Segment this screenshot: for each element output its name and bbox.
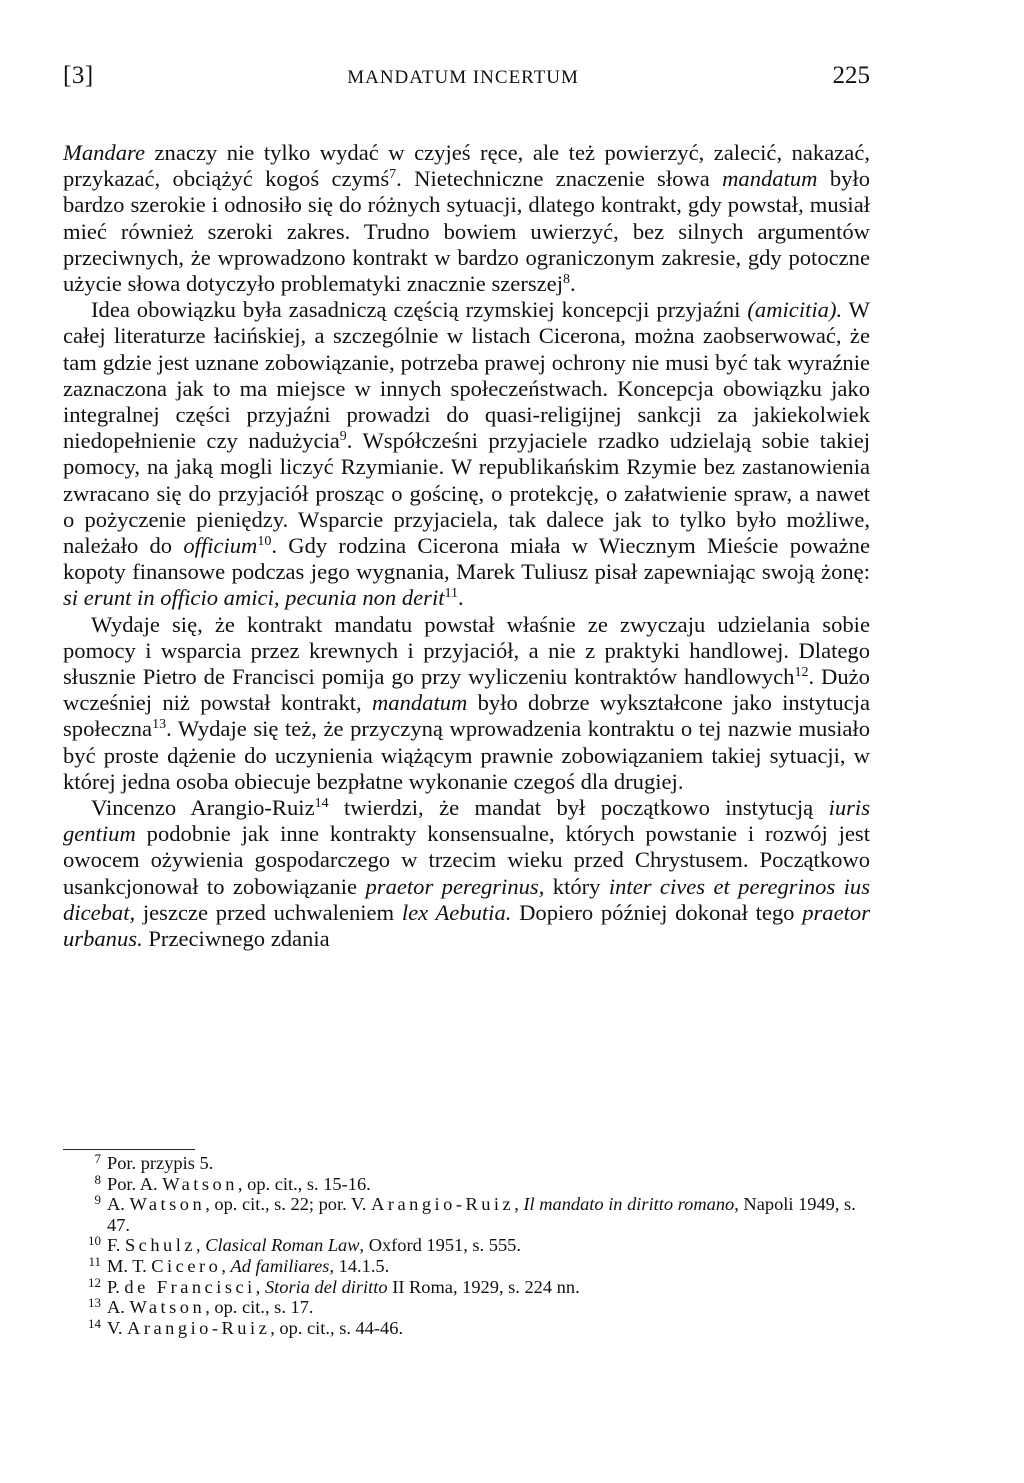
term-mandatum: mandatum — [722, 166, 818, 192]
text-run: Przeciwnego zdania — [142, 926, 330, 952]
text-run: było bardzo szerokie i odnosiło się do różnych sytuacji, dlatego kontrakt, gdy powstał, musiał mieć również szeroki zakres. Trudno bowiem uwierzyć, bez silnych argumentów przeciwnych, że wprowadzono kontrakt w bardzo ograniczonym zakresie, gdy potoczne użycie słowa dotyczyło problematyki znacznie szerszej — [63, 166, 870, 297]
author-name: Watson — [129, 1194, 206, 1215]
work-title: Clasical Roman Law — [205, 1235, 360, 1256]
author-name: Schulz — [124, 1235, 197, 1256]
footnote-text: M. T. — [107, 1255, 152, 1276]
text-run: Dopiero później dokonał tego — [511, 899, 803, 925]
page-number: 225 — [832, 62, 870, 89]
footnote-text: , 14.1.5. — [329, 1255, 390, 1276]
text-run: który — [544, 873, 609, 899]
text-run: . Nietechniczne znaczenie słowa — [396, 166, 723, 192]
text-run: podobnie jak inne kontrakty konsensualne, których powstanie i rozwój jest owocem ożywienia gospodarczego w trzecim wieku przed Chrystusem. Początkowo usankcjonował to zobowiązanie — [63, 821, 870, 899]
footnote-9: 9 A. Watson, op. cit., s. 22; por. V. Arangio-Ruiz, Il mandato in diritto romano, Napoli 1949, s. 47. — [94, 1192, 856, 1235]
footnotes — [63, 1153, 870, 1338]
paragraph-3 — [63, 612, 870, 795]
section-number: [3] — [63, 62, 94, 89]
work-title: Ad familiares — [230, 1255, 330, 1276]
term-officium: officium — [183, 533, 258, 559]
work-title: Storia del diritto — [264, 1276, 388, 1297]
text-run: Idea obowiązku była zasadniczą częścią rzymskiej koncepcji przyjaźni — [91, 297, 748, 323]
footnote-text: , op. cit., s. 44-46. — [270, 1317, 404, 1338]
footnote-text: , op. cit., s. 17. — [205, 1297, 314, 1318]
footnote-ref-11: 11 — [444, 586, 459, 602]
running-header — [63, 62, 870, 94]
text-run: jeszcze przed uchwaleniem — [135, 899, 402, 925]
text-run: . Współcześni przyjaciele rzadko udzielają sobie takiej pomocy, na jaką mogli liczyć Rzymianie. W republikańskim Rzymie bez zastanowienia zwracano się do przyjaciół prosząc o gościnę, o protekcję, o załatwienie spraw, a nawet o pożyczenie pieniędzy. Wsparcie przyjaciela, tak dalece jak to tylko było możliwe, należało do — [63, 428, 870, 559]
latin-quote: si erunt in officio amici, pecunia non derit — [63, 585, 445, 611]
author-name: Arangio-Ruiz — [371, 1194, 515, 1215]
author-name: Watson — [129, 1297, 206, 1318]
term-mandatum: mandatum — [371, 690, 468, 716]
footnote-text: Por. przypis 5. — [107, 1153, 214, 1173]
footnote-text: , Oxford 1951, s. 555. — [359, 1235, 521, 1256]
footnote-text: , — [196, 1235, 206, 1256]
footnote-text: V. — [107, 1317, 128, 1338]
footnote-12: 12 P. de Francisci, Storia del diritto II Roma, 1929, s. 224 nn. — [88, 1274, 580, 1297]
author-name: Watson — [162, 1173, 238, 1194]
footnote-ref-8: 8 — [563, 272, 570, 288]
term-lex-aebutia: lex Aebutia. — [401, 899, 512, 925]
footnote-text: , — [514, 1194, 524, 1215]
text-run: Wydaje się, że kontrakt mandatu powstał właśnie ze zwyczaju udzielania sobie pomocy i wsparcia przez krewnych i przyjaciół, a nie z praktyki handlowej. Dlatego słusznie Pietro de Francisci pomija go przy wyliczeniu kontraktów handlowych — [63, 611, 870, 690]
footnote-text: , — [221, 1255, 231, 1276]
author-name: Cicero — [151, 1255, 222, 1276]
footnote-8: 8 Por. A. Watson, op. cit., s. 15-16. — [94, 1171, 371, 1194]
footnote-7: 7 Por. przypis 5. — [94, 1151, 214, 1173]
footnote-10: 10 F. Schulz, Clasical Roman Law, Oxford 1951, s. 555. — [88, 1233, 521, 1256]
footnote-ref-14: 14 — [314, 796, 329, 812]
text-run: . Dużo wcześniej niż powstał kontrakt, — [63, 664, 870, 716]
footnote-ref-12: 12 — [794, 665, 809, 681]
footnote-text: , op. cit., s. 15-16. — [237, 1173, 371, 1194]
text-run: . — [458, 585, 464, 611]
term-iuris-gentium: iuris gentium — [63, 795, 870, 847]
paragraph-1 — [63, 140, 870, 297]
footnote-ref-10: 10 — [257, 534, 272, 550]
text-run: Vincenzo Arangio-Ruiz — [91, 795, 315, 821]
main-text — [63, 140, 870, 952]
footnote-text: F. — [107, 1235, 125, 1256]
text-run: . Wydaje się też, że przyczyną wprowadzenia kontraktu o tej nazwie musiało być proste dążenie do uczynienia wiążącym prawnie zobowiązaniem takiej sytuacji, w której jedna osoba obiecuje bezpłatne wykonanie czegoś dla drugiej. — [63, 716, 870, 794]
author-name: Arangio-Ruiz — [127, 1317, 271, 1338]
footnote-11: 11 M. T. Cicero, Ad familiares, 14.1.5. — [88, 1253, 390, 1276]
paragraph-2 — [63, 297, 870, 611]
running-title: MANDATUM INCERTUM — [347, 67, 579, 88]
footnote-text: A. — [107, 1194, 130, 1215]
text-run: było dobrze wykształcone jako instytucja społeczna — [63, 690, 871, 742]
paragraph-4 — [63, 795, 870, 952]
footnote-text: Por. A. — [107, 1173, 163, 1194]
text-run: twierdzi, że mandat był początkowo instytucją — [328, 795, 829, 821]
footnote-text: , op. cit., s. 22; por. V. — [205, 1194, 372, 1215]
author-name: de Francisci — [124, 1276, 256, 1297]
footnote-text: , — [255, 1276, 265, 1297]
footnote-14: 14 V. Arangio-Ruiz, op. cit., s. 44-46. — [88, 1315, 404, 1338]
term-amicitia: (amicitia). — [747, 297, 843, 323]
footnote-text: A. — [107, 1297, 130, 1318]
text-run: . — [570, 271, 576, 297]
footnote-ref-9: 9 — [339, 429, 347, 445]
footnote-divider — [63, 1149, 195, 1150]
footnote-13: 13 A. Watson, op. cit., s. 17. — [88, 1295, 314, 1318]
footnote-text: , Napoli 1949, s. 47. — [107, 1194, 856, 1235]
footnote-text: II Roma, 1929, s. 224 nn. — [387, 1276, 580, 1297]
footnote-text: P. — [107, 1276, 125, 1297]
latin-phrase: inter cives et peregrinos ius dicebat, — [63, 873, 870, 925]
term-mandare: Mandare — [63, 140, 145, 165]
text-run: W całej literaturze łacińskiej, a szczególnie w listach Cicerona, można zaobserwować, że tam gdzie jest uznane zobowiązanie, potrzeba prawej ochrony nie musi być tak wyraźnie zaznaczona jak to ma miejsce w innych społeczeństwach. Koncepcja obowiązku jako integralnej części przyjaźni prowadzi do quasi-religijnej sankcji za jakiekolwiek niedopełnienie czy nadużycia — [63, 297, 870, 454]
term-praetor-peregrinus: praetor peregrinus, — [365, 873, 545, 899]
term-praetor-urbanus: praetor urbanus. — [63, 899, 870, 952]
footnote-ref-7: 7 — [389, 167, 397, 183]
text-run: znaczy nie tylko wydać w czyjeś ręce, ale też powierzyć, zalecić, nakazać, przykazać, obciążyć kogoś czymś — [63, 140, 870, 192]
text-run: . Gdy rodzina Cicerona miała w Wiecznym Mieście poważne kopoty finansowe podczas jego wygnania, Marek Tuliusz pisał zapewniając swoją żonę: — [63, 533, 870, 585]
work-title: Il mandato in diritto romano — [523, 1194, 735, 1215]
footnote-ref-13: 13 — [152, 717, 167, 733]
